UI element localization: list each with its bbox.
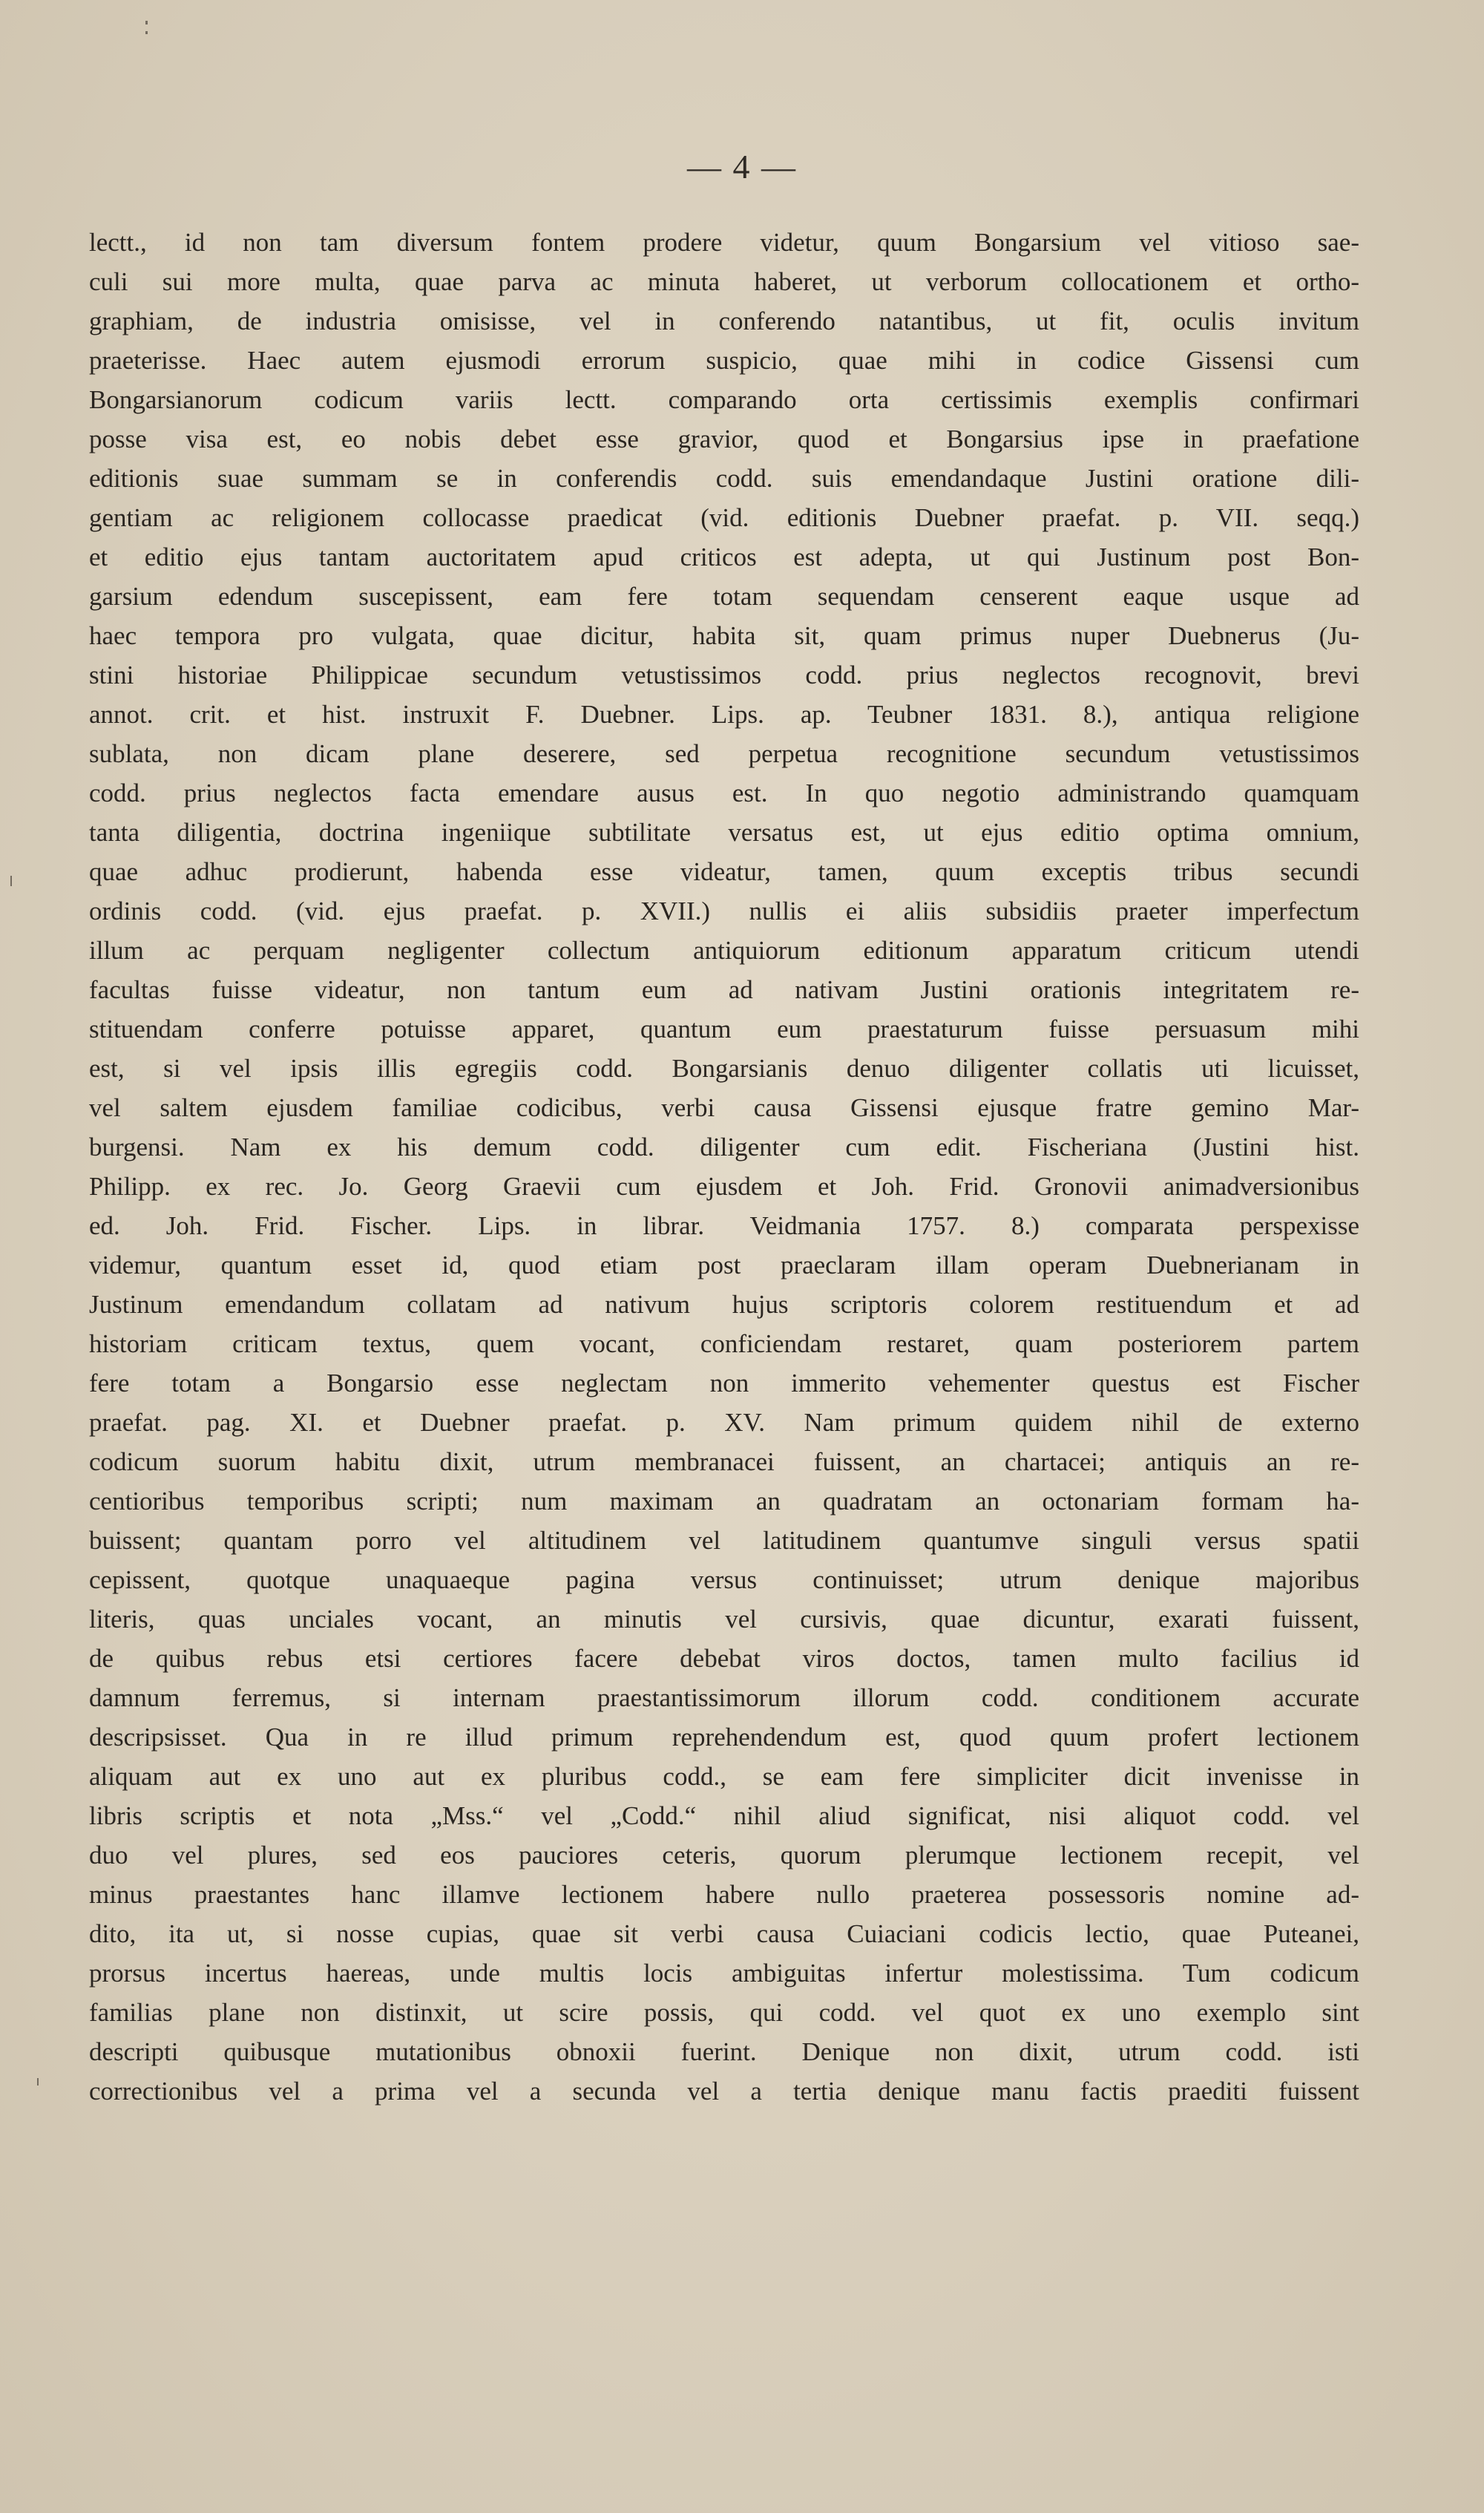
text-line: duo vel plures, sed eos pauciores ceteris, quorum plerumque lectionem recepit, vel	[89, 1841, 1359, 1870]
text-line: historiam criticam textus, quem vocant, conficiendam restaret, quam posteriorem partem	[89, 1329, 1359, 1358]
text-line: illum ac perquam negligenter collectum antiquiorum editionum apparatum criticum utendi	[89, 936, 1359, 965]
text-line: de quibus rebus etsi certiores facere debebat viros doctos, tamen multo facilius id	[89, 1644, 1359, 1673]
text-line: gentiam ac religionem collocasse praedicat (vid. editionis Duebner praefat. p. VII. seqq.)	[89, 503, 1359, 532]
text-line: buissent; quantam porro vel altitudinem vel latitudinem quantumve singuli versus spatii	[89, 1526, 1359, 1555]
text-line: culi sui more multa, quae parva ac minuta haberet, ut verborum collocationem et ortho-	[89, 267, 1359, 296]
text-line: Philipp. ex rec. Jo. Georg Graevii cum ejusdem et Joh. Frid. Gronovii animadversionibus	[89, 1172, 1359, 1201]
text-line: familias plane non distinxit, ut scire possis, qui codd. vel quot ex uno exemplo sint	[89, 1998, 1359, 2027]
text-line: sublata, non dicam plane deserere, sed perpetua recognitione secundum vetustissimos	[89, 739, 1359, 768]
text-line: Justinum emendandum collatam ad nativum hujus scriptoris colorem restituendum et ad	[89, 1290, 1359, 1319]
body-text	[89, 223, 1359, 2111]
text-line: graphiam, de industria omisisse, vel in conferendo natantibus, ut fit, oculis invitum	[89, 307, 1359, 335]
paper-speck	[37, 2078, 39, 2086]
text-line: cepissent, quotque unaquaeque pagina versus continuisset; utrum denique majoribus	[89, 1565, 1359, 1594]
text-line: lectt., id non tam diversum fontem prodere videtur, quum Bongarsium vel vitioso sae-	[89, 228, 1359, 257]
text-line: descripti quibusque mutationibus obnoxii fuerint. Denique non dixit, utrum codd. isti	[89, 2037, 1359, 2066]
text-line: annot. crit. et hist. instruxit F. Duebner. Lips. ap. Teubner 1831. 8.), antiqua religione	[89, 700, 1359, 729]
text-line: ordinis codd. (vid. ejus praefat. p. XVII.) nullis ei aliis subsidiis praeter imperfectum	[89, 897, 1359, 925]
text-line: editionis suae summam se in conferendis codd. suis emendandaque Justini oratione dili-	[89, 464, 1359, 493]
paper-speck	[145, 31, 148, 34]
text-line: tanta diligentia, doctrina ingeniique subtilitate versatus est, ut ejus editio optima omnium,	[89, 818, 1359, 847]
text-line: facultas fuisse videatur, non tantum eum ad nativam Justini orationis integritatem re-	[89, 975, 1359, 1004]
text-line: vel saltem ejusdem familiae codicibus, verbi causa Gissensi ejusque fratre gemino Mar-	[89, 1093, 1359, 1122]
text-line: damnum ferremus, si internam praestantissimorum illorum codd. conditionem accurate	[89, 1683, 1359, 1712]
page-number: — 4 —	[687, 148, 797, 186]
text-line: centioribus temporibus scripti; num maximam an quadratam an octonariam formam ha-	[89, 1487, 1359, 1516]
text-line: correctionibus vel a prima vel a secunda vel a tertia denique manu factis praediti fuissent	[89, 2077, 1359, 2106]
paper-speck	[10, 876, 12, 886]
text-line: et editio ejus tantam auctoritatem apud criticos est adepta, ut qui Justinum post Bon-	[89, 543, 1359, 571]
text-line: descripsisset. Qua in re illud primum reprehendendum est, quod quum profert lectionem	[89, 1723, 1359, 1752]
text-line: ed. Joh. Frid. Fischer. Lips. in librar. Veidmania 1757. 8.) comparata perspexisse	[89, 1211, 1359, 1240]
text-line: stini historiae Philippicae secundum vetustissimos codd. prius neglectos recognovit, brevi	[89, 661, 1359, 689]
text-line: codicum suorum habitu dixit, utrum membranacei fuissent, an chartacei; antiquis an re-	[89, 1447, 1359, 1476]
text-line: haec tempora pro vulgata, quae dicitur, habita sit, quam primus nuper Duebnerus (Ju-	[89, 621, 1359, 650]
text-line: praefat. pag. XI. et Duebner praefat. p. XV. Nam primum quidem nihil de externo	[89, 1408, 1359, 1437]
text-line: posse visa est, eo nobis debet esse gravior, quod et Bongarsius ipse in praefatione	[89, 425, 1359, 453]
text-line: fere totam a Bongarsio esse neglectam non immerito vehementer questus est Fischer	[89, 1369, 1359, 1398]
text-line: codd. prius neglectos facta emendare ausus est. In quo negotio administrando quamquam	[89, 779, 1359, 807]
paper-speck	[145, 21, 148, 24]
text-line: est, si vel ipsis illis egregiis codd. Bongarsianis denuo diligenter collatis uti licuisset,	[89, 1054, 1359, 1083]
text-line: stituendam conferre potuisse apparet, quantum eum praestaturum fuisse persuasum mihi	[89, 1015, 1359, 1043]
text-line: prorsus incertus haereas, unde multis locis ambiguitas infertur molestissima. Tum codicum	[89, 1959, 1359, 1988]
text-line: dito, ita ut, si nosse cupias, quae sit verbi causa Cuiaciani codicis lectio, quae Puteanei,	[89, 1919, 1359, 1948]
text-line: quae adhuc prodierunt, habenda esse videatur, tamen, quum exceptis tribus secundi	[89, 857, 1359, 886]
text-line: garsium edendum suscepissent, eam fere totam sequendam censerent eaque usque ad	[89, 582, 1359, 611]
text-line: libris scriptis et nota „Mss.“ vel „Codd.“ nihil aliud significat, nisi aliquot codd. vel	[89, 1801, 1359, 1830]
text-line: praeterisse. Haec autem ejusmodi errorum suspicio, quae mihi in codice Gissensi cum	[89, 346, 1359, 375]
text-line: videmur, quantum esset id, quod etiam post praeclaram illam operam Duebnerianam in	[89, 1251, 1359, 1280]
text-line: burgensi. Nam ex his demum codd. diligenter cum edit. Fischeriana (Justini hist.	[89, 1133, 1359, 1162]
text-line: Bongarsianorum codicum variis lectt. comparando orta certissimis exemplis confirmari	[89, 385, 1359, 414]
text-line: aliquam aut ex uno aut ex pluribus codd., se eam fere simpliciter dicit invenisse in	[89, 1762, 1359, 1791]
text-line: minus praestantes hanc illamve lectionem habere nullo praeterea possessoris nomine ad-	[89, 1880, 1359, 1909]
text-line: literis, quas unciales vocant, an minutis vel cursivis, quae dicuntur, exarati fuissent,	[89, 1605, 1359, 1634]
